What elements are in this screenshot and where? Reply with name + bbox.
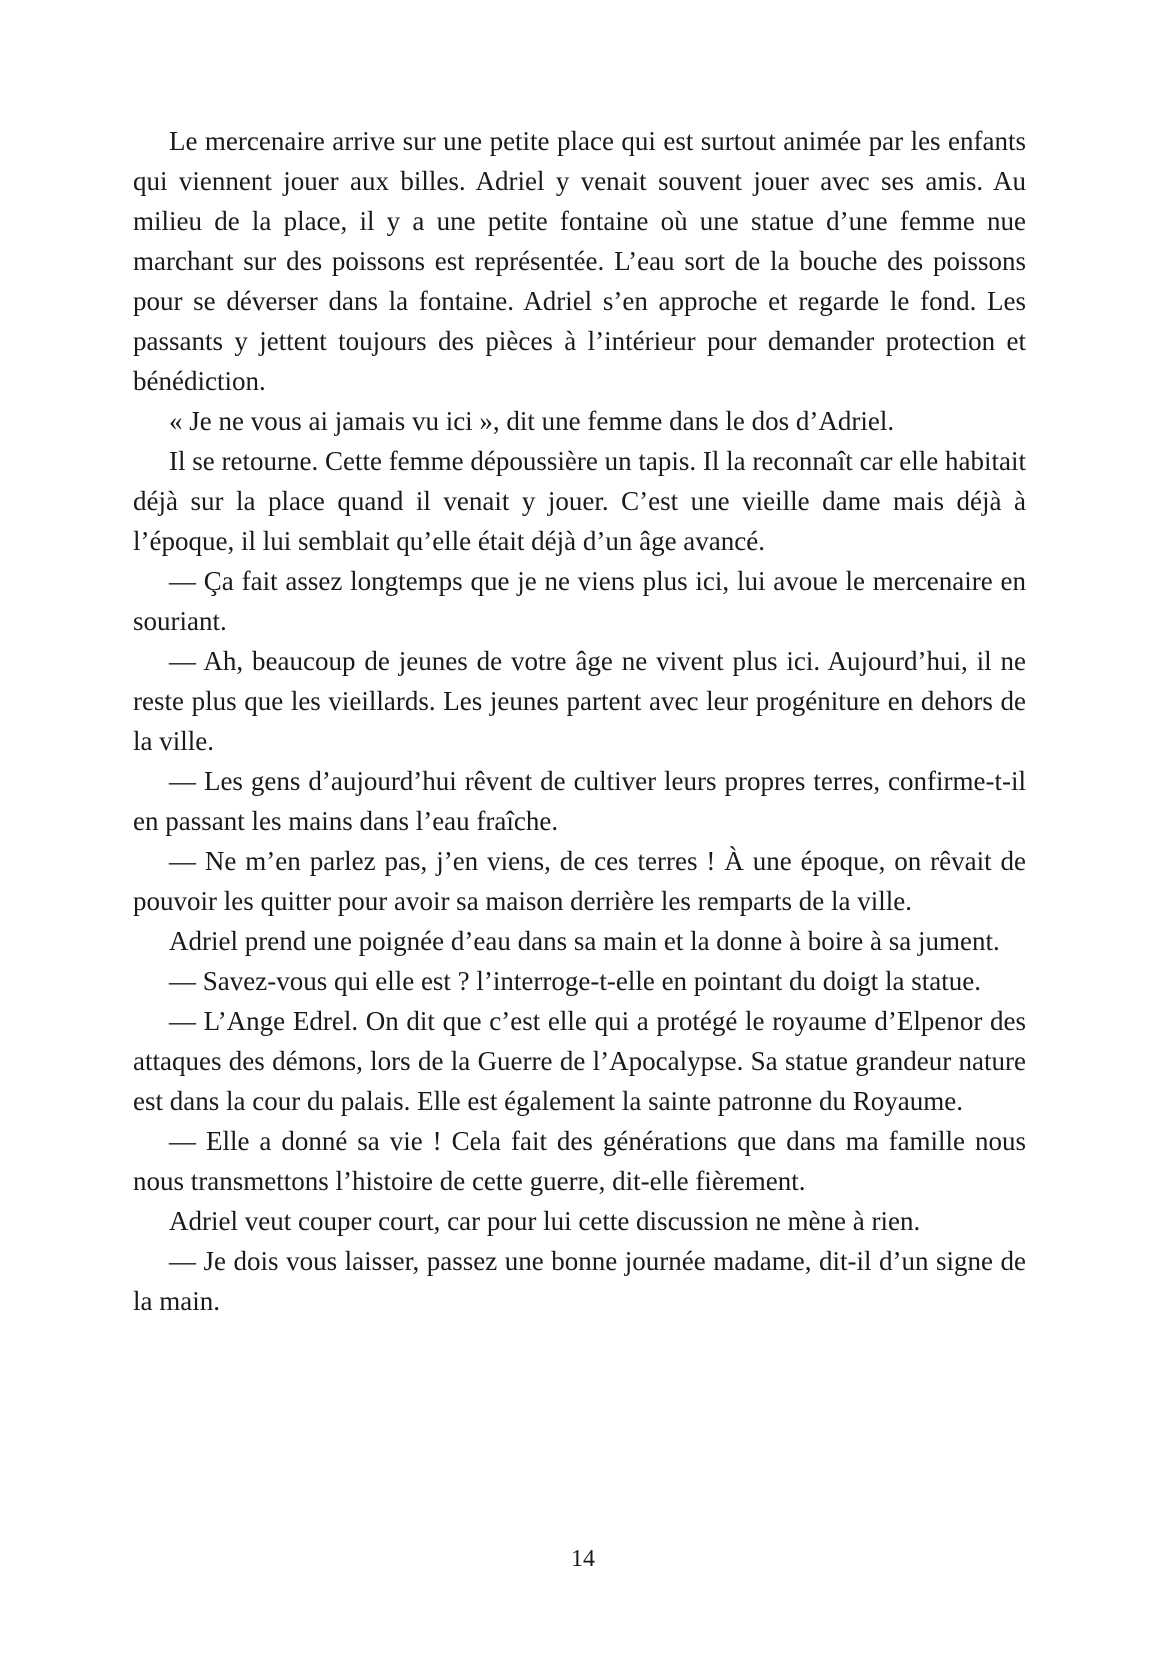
paragraph: — Ah, beaucoup de jeunes de votre âge ne vivent plus ici. Aujourd’hui, il ne reste plus que les vieillards. Les jeunes partent avec leur progéniture en dehors de la ville. xyxy=(133,646,1026,756)
paragraph: — Ne m’en parlez pas, j’en viens, de ces terres ! À une époque, on rêvait de pouvoir les quitter pour avoir sa maison derrière les remparts de la ville. xyxy=(133,846,1026,916)
paragraph: — Elle a donné sa vie ! Cela fait des générations que dans ma famille nous nous transmettons l’histoire de cette guerre, dit-elle fièrement. xyxy=(133,1126,1026,1196)
paragraph: « Je ne vous ai jamais vu ici », dit une femme dans le dos d’Adriel. xyxy=(169,406,895,436)
paragraph: — Ça fait assez longtemps que je ne viens plus ici, lui avoue le mercenaire en souriant. xyxy=(133,566,1026,636)
page-number: 14 xyxy=(571,1546,595,1572)
paragraph: — Les gens d’aujourd’hui rêvent de cultiver leurs propres terres, confirme-t-il en passant les mains dans l’eau fraîche. xyxy=(133,766,1026,836)
paragraph: — Savez-vous qui elle est ? l’interroge-t-elle en pointant du doigt la statue. xyxy=(169,966,982,996)
paragraph: Adriel prend une poignée d’eau dans sa main et la donne à boire à sa jument. xyxy=(169,926,1000,956)
body-text xyxy=(133,121,1026,1321)
paragraph: Adriel veut couper court, car pour lui cette discussion ne mène à rien. xyxy=(169,1206,921,1236)
paragraph: Le mercenaire arrive sur une petite place qui est surtout animée par les enfants qui viennent jouer aux billes. Adriel y venait souvent jouer avec ses amis. Au milieu de la place, il y a une petite fontaine où une statue d’une femme nue marchant sur des poissons est représentée. L’eau sort de la bouche des poissons pour se déverser dans la fontaine. Adriel s’en approche et regarde le fond. Les passants y jettent toujours des pièces à l’intérieur pour demander protection et bénédiction. xyxy=(133,126,1026,396)
paragraph: — L’Ange Edrel. On dit que c’est elle qui a protégé le royaume d’Elpenor des attaques des démons, lors de la Guerre de l’Apocalypse. Sa statue grandeur nature est dans la cour du palais. Elle est également la sainte patronne du Royaume. xyxy=(133,1006,1026,1116)
paragraph: — Je dois vous laisser, passez une bonne journée madame, dit-il d’un signe de la main. xyxy=(133,1246,1026,1316)
paragraph: Il se retourne. Cette femme dépoussière un tapis. Il la reconnaît car elle habitait déjà sur la place quand il venait y jouer. C’est une vieille dame mais déjà à l’époque, il lui semblait qu’elle était déjà d’un âge avancé. xyxy=(133,446,1026,556)
